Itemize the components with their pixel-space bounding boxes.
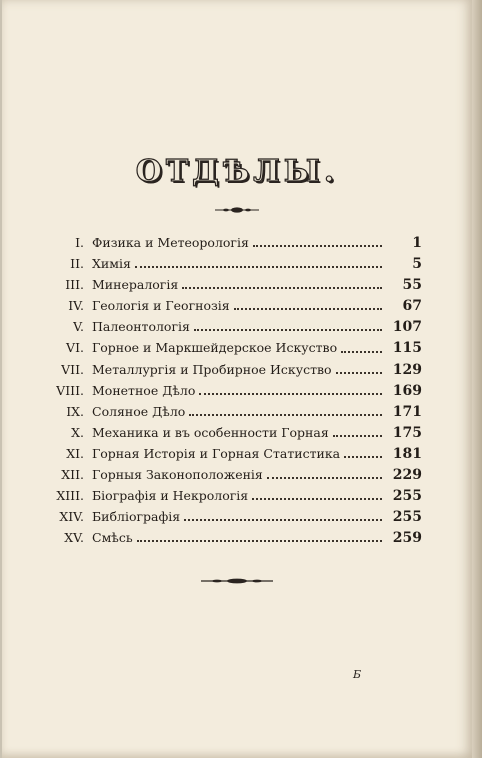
toc-row <box>42 274 422 295</box>
section-title: Горныя Законоположенія <box>92 467 263 483</box>
section-number: VII. <box>61 361 84 377</box>
section-number: VI. <box>66 340 84 356</box>
dot-leader <box>189 413 382 416</box>
page-number: 181 <box>392 445 422 462</box>
section-title: Смѣсь <box>92 530 133 546</box>
dot-leader <box>184 518 382 521</box>
dot-leader <box>135 265 382 268</box>
toc-row <box>42 506 422 527</box>
page-number: 169 <box>392 382 422 399</box>
section-number: XI. <box>66 445 84 461</box>
page-heading: ОТДѢЛЫ. <box>135 154 339 189</box>
section-title: Механика и въ особенности Горная <box>92 424 329 440</box>
table-of-contents <box>42 232 422 548</box>
toc-row <box>42 337 422 358</box>
section-number: III. <box>65 277 84 293</box>
ornament-divider-top <box>215 206 259 214</box>
dot-leader <box>137 539 382 542</box>
page-number: 5 <box>412 256 422 273</box>
book-page <box>2 0 472 758</box>
dot-leader <box>341 350 382 353</box>
section-number: XIV. <box>59 509 84 525</box>
section-number: XII. <box>61 467 84 483</box>
dot-leader <box>267 476 382 479</box>
toc-row <box>42 380 422 401</box>
toc-row <box>42 253 422 274</box>
toc-row <box>42 232 422 253</box>
section-number: IX. <box>66 403 84 419</box>
dot-leader <box>336 371 382 374</box>
ornament-divider-bottom <box>201 577 273 585</box>
section-title: Геологія и Геогнозія <box>92 298 230 314</box>
dot-leader <box>252 497 382 500</box>
toc-row <box>42 401 422 422</box>
toc-row <box>42 295 422 316</box>
section-number: X. <box>71 424 84 440</box>
section-title: Минералогія <box>92 277 179 293</box>
section-number: VIII. <box>56 382 84 398</box>
section-number: V. <box>73 319 84 335</box>
page-edge <box>472 0 482 758</box>
signature-mark: Б <box>353 668 362 681</box>
toc-row <box>42 485 422 506</box>
page-number: 1 <box>412 235 422 251</box>
page-number: 129 <box>392 361 422 378</box>
toc-row <box>42 527 422 548</box>
section-number: II. <box>70 256 84 272</box>
dot-leader <box>199 392 382 395</box>
page-number: 175 <box>392 424 422 441</box>
section-title: Горная Исторія и Горная Статистика <box>92 445 341 461</box>
section-number: IV. <box>68 298 84 314</box>
dot-leader <box>234 307 382 310</box>
section-number: I. <box>75 235 84 250</box>
dot-leader <box>182 286 382 289</box>
dot-leader <box>344 455 382 458</box>
section-number: XIII. <box>56 488 84 504</box>
page-number: 67 <box>402 298 422 315</box>
section-title: Физика и Метеорологія <box>92 235 249 250</box>
dot-leader <box>253 244 382 247</box>
section-title: Библіографія <box>92 509 181 525</box>
page-number: 255 <box>392 488 422 505</box>
page-number: 115 <box>392 340 422 357</box>
toc-row <box>42 359 422 380</box>
section-title: Біографія и Некрологія <box>92 488 249 504</box>
section-title: Горное и Маркшейдерское Искуство <box>92 340 338 356</box>
page-number: 259 <box>392 530 422 547</box>
toc-row <box>42 443 422 464</box>
page-number: 55 <box>402 277 422 294</box>
page-number: 229 <box>392 467 422 484</box>
dot-leader <box>194 328 382 331</box>
section-title: Соляное Дѣло <box>92 403 186 419</box>
section-number: XV. <box>64 530 84 546</box>
page-number: 107 <box>392 319 422 336</box>
toc-row <box>42 316 422 337</box>
section-title: Палеонтологія <box>92 319 190 335</box>
section-title: Монетное Дѣло <box>92 382 196 398</box>
dot-leader <box>333 434 382 437</box>
section-title: Металлургія и Пробирное Искуство <box>92 361 332 377</box>
page-number: 255 <box>392 509 422 526</box>
section-title: Химія <box>92 256 131 272</box>
toc-row <box>42 422 422 443</box>
toc-row <box>42 464 422 485</box>
page-number: 171 <box>392 403 422 420</box>
